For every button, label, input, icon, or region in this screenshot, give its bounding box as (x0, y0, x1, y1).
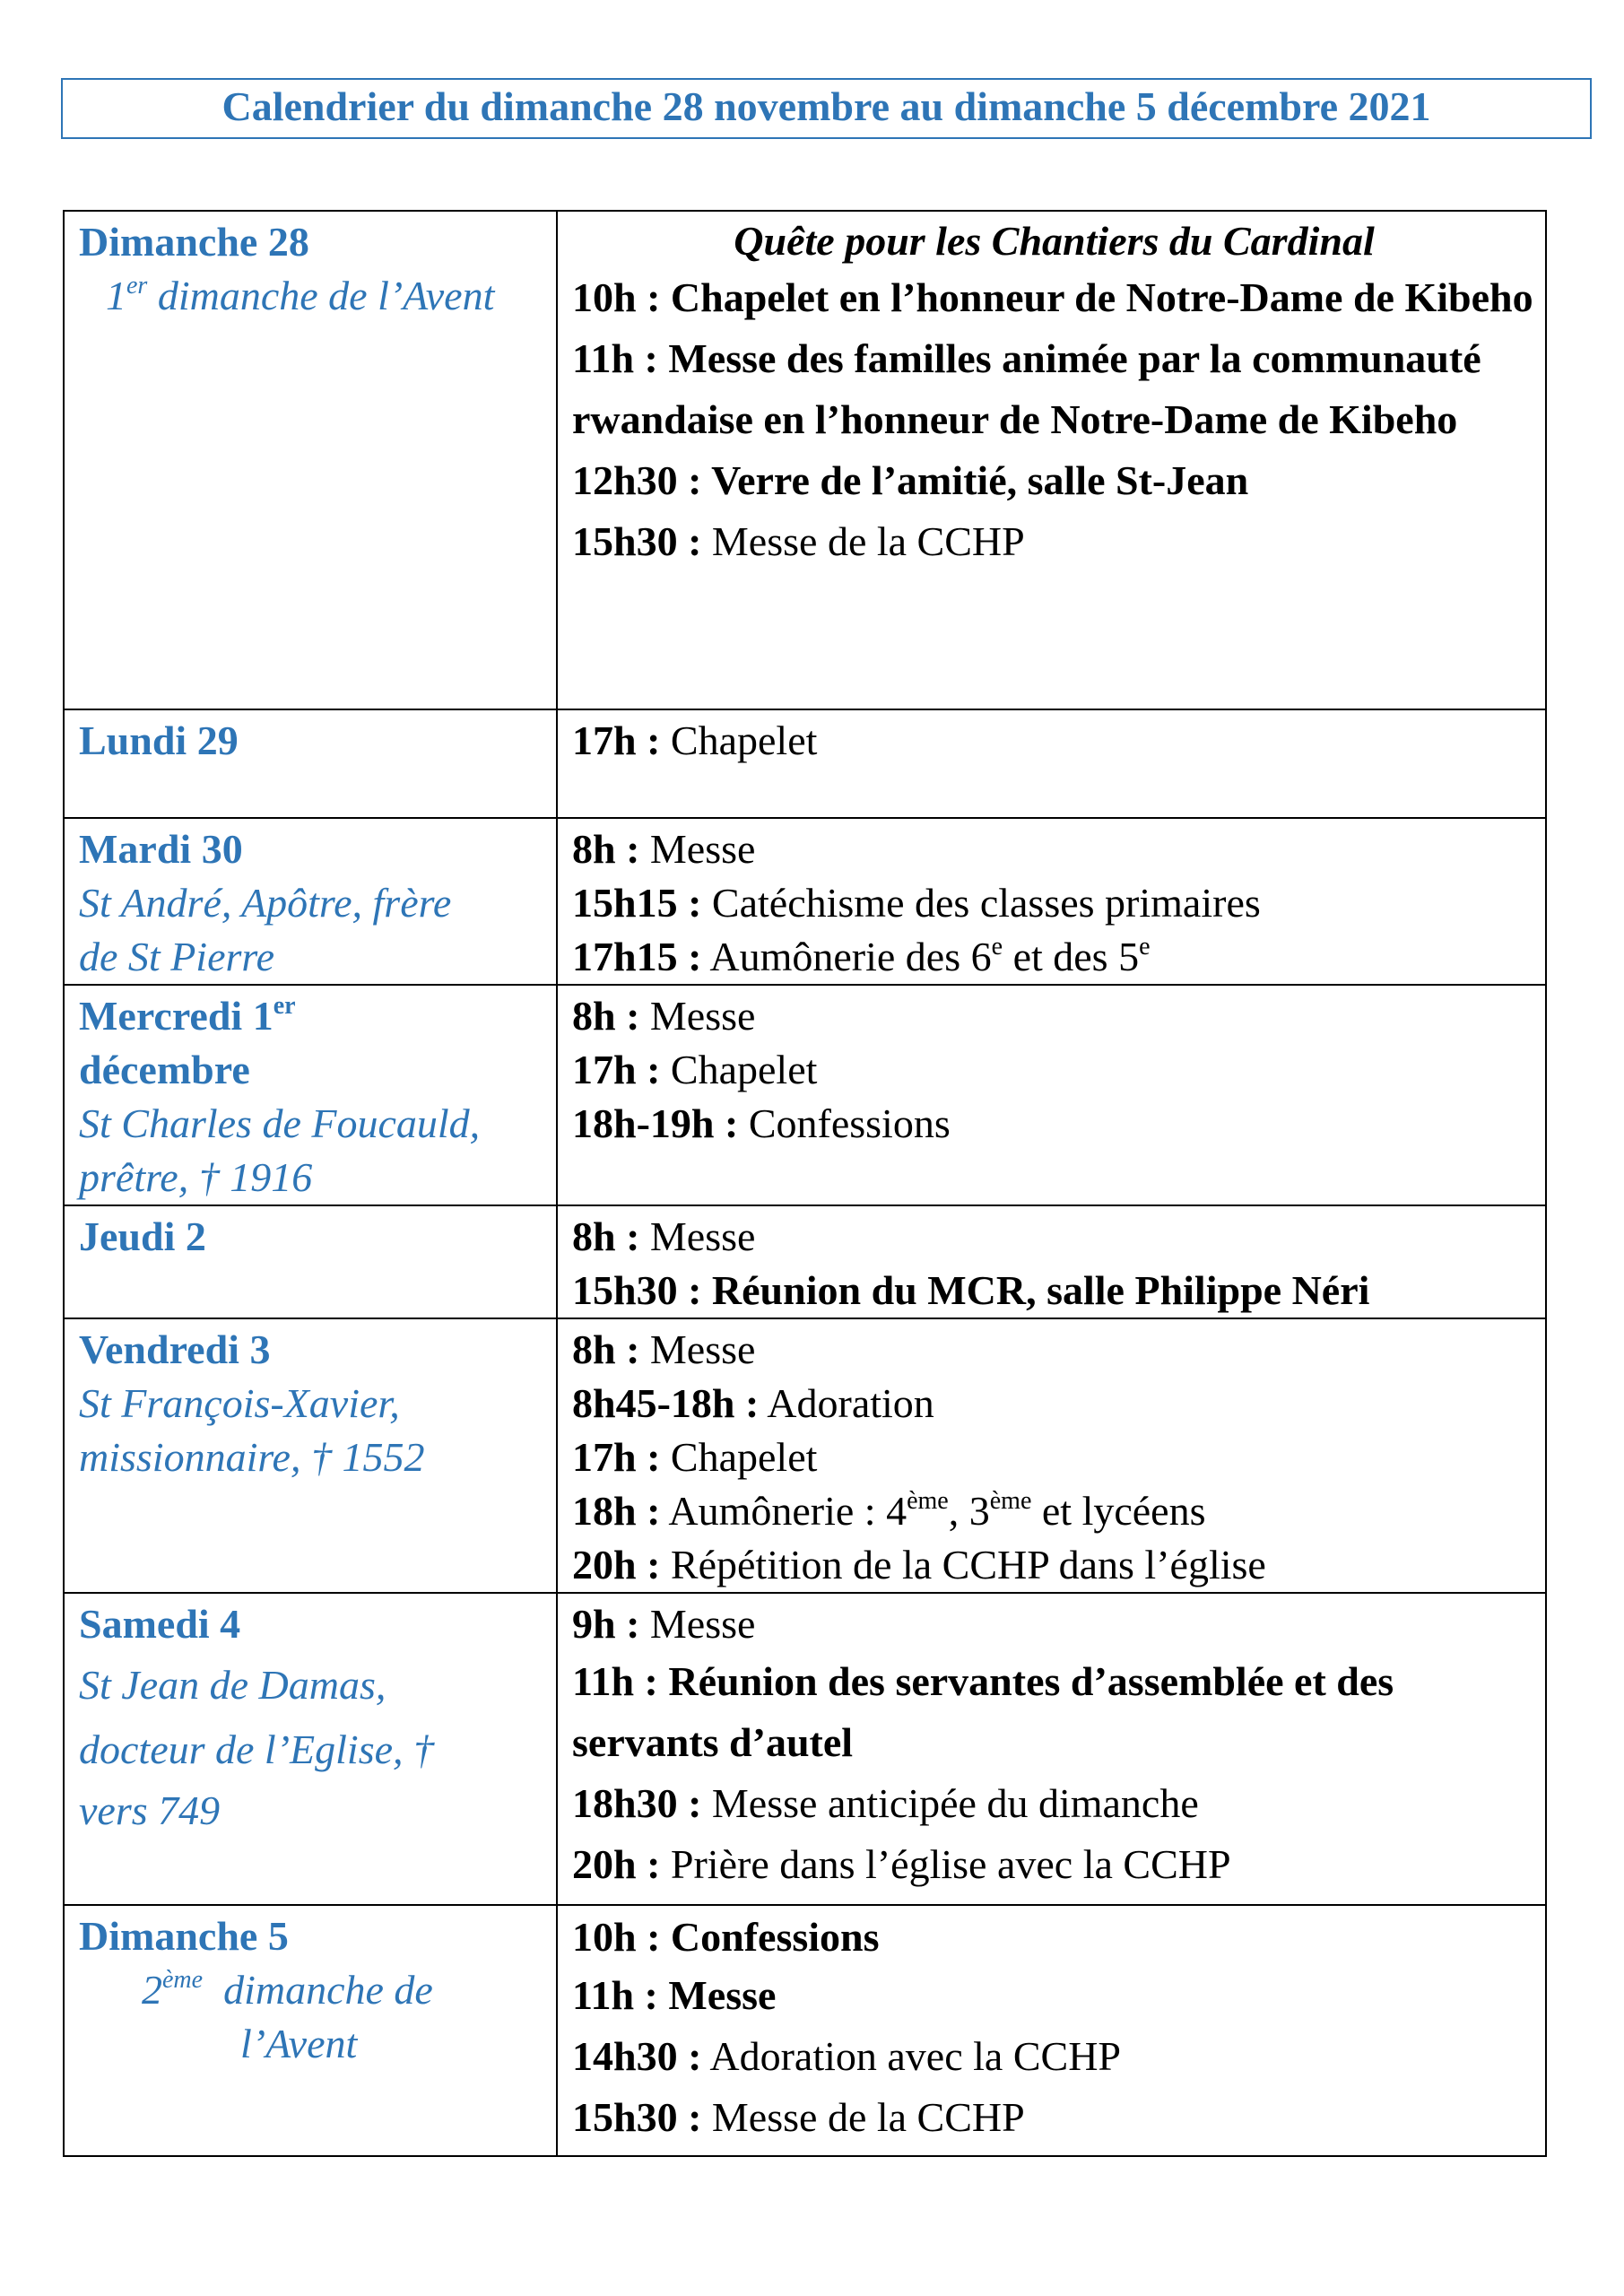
event-line: 18h-19h : Confessions (572, 1100, 951, 1146)
table-row (64, 1905, 1546, 2156)
feast-label: docteur de l’Eglise, † (79, 1726, 435, 1772)
events-cell (557, 709, 1546, 818)
day-name-line2: décembre (79, 1047, 250, 1092)
day-cell (64, 211, 557, 709)
event-line: 17h15 : Aumônerie des 6e et des 5e (572, 933, 1151, 979)
feast-label: St Jean de Damas, (79, 1662, 386, 1708)
table-row (64, 211, 1546, 709)
feast-label: 1er dimanche de l’Avent (106, 272, 495, 318)
table-row (64, 1318, 1546, 1593)
event-line: 12h30 : Verre de l’amitié, salle St-Jean (572, 457, 1249, 503)
event-line: 17h : Chapelet (572, 1047, 818, 1092)
events-cell (557, 1593, 1546, 1905)
events-cell (557, 1905, 1546, 2156)
events-cell (557, 818, 1546, 985)
feast-label: prêtre, † 1916 (79, 1154, 313, 1200)
day-cell (64, 1205, 557, 1318)
event-line: 8h : Messe (572, 1326, 756, 1372)
feast-label: St Charles de Foucauld, (79, 1100, 481, 1146)
feast-label: vers 749 (79, 1787, 221, 1833)
day-cell (64, 818, 557, 985)
feast-label: l’Avent (240, 2021, 358, 2066)
events-cell (557, 985, 1546, 1205)
event-line: 15h30 : Messe de la CCHP (572, 518, 1025, 564)
day-name: Mercredi 1er (79, 992, 296, 1039)
day-name: Lundi 29 (79, 718, 239, 763)
event-line: 11h : Messe des familles animée par la communauté rwandaise en l’honneur de Notre-Dame de Kibeho (572, 335, 1481, 442)
events-cell (557, 211, 1546, 709)
table-row (64, 1205, 1546, 1318)
day-cell (64, 985, 557, 1205)
event-line: 8h45-18h : Adoration (572, 1380, 934, 1426)
event-line: 15h30 : Messe de la CCHP (572, 2094, 1025, 2140)
table-row (64, 709, 1546, 818)
event-line: 10h : Chapelet en l’honneur de Notre-Dame de Kibeho (572, 274, 1533, 320)
table-row (64, 985, 1546, 1205)
day-name: Dimanche 28 (79, 219, 309, 265)
day-name: Mardi 30 (79, 826, 243, 872)
day-cell (64, 1905, 557, 2156)
feast-label: de St Pierre (79, 934, 275, 979)
event-line: 8h : Messe (572, 1213, 756, 1259)
day-name: Vendredi 3 (79, 1326, 271, 1372)
event-line: 20h : Prière dans l’église avec la CCHP (572, 1841, 1231, 1887)
events-cell (557, 1205, 1546, 1318)
feast-label: St André, Apôtre, frère (79, 880, 452, 926)
day-name: Samedi 4 (79, 1601, 241, 1647)
event-line: 18h30 : Messe anticipée du dimanche (572, 1780, 1199, 1826)
event-line: 20h : Répétition de la CCHP dans l’église (572, 1542, 1266, 1587)
feast-label: missionnaire, † 1552 (79, 1434, 425, 1480)
event-line: 14h30 : Adoration avec la CCHP (572, 2033, 1121, 2079)
schedule-table (63, 210, 1547, 2157)
day-cell (64, 1318, 557, 1593)
collection-note: Quête pour les Chantiers du Cardinal (734, 218, 1375, 264)
event-line: 9h : Messe (572, 1601, 756, 1647)
event-line: 15h15 : Catéchisme des classes primaires (572, 880, 1261, 926)
day-cell (64, 1593, 557, 1905)
feast-label: St François-Xavier, (79, 1380, 400, 1426)
calendar-title: Calendrier du dimanche 28 novembre au dimanche 5 décembre 2021 (61, 78, 1592, 139)
table-row (64, 1593, 1546, 1905)
day-name: Jeudi 2 (79, 1213, 206, 1259)
table-row (64, 818, 1546, 985)
day-name: Dimanche 5 (79, 1913, 289, 1959)
event-line: 8h : Messe (572, 826, 756, 872)
event-line: 10h : Confessions (572, 1914, 880, 1960)
event-line: 8h : Messe (572, 993, 756, 1039)
event-line: 15h30 : Réunion du MCR, salle Philippe Néri (572, 1267, 1370, 1313)
day-cell (64, 709, 557, 818)
events-cell (557, 1318, 1546, 1593)
event-line: 11h : Messe (572, 1972, 777, 2018)
event-line: 11h : Réunion des servantes d’assemblée et des servants d’autel (572, 1658, 1394, 1765)
event-line: 18h : Aumônerie : 4ème, 3ème et lycéens (572, 1487, 1206, 1534)
event-line: 17h : Chapelet (572, 718, 818, 763)
feast-label: 2ème dimanche de (142, 1966, 433, 2013)
event-line: 17h : Chapelet (572, 1434, 818, 1480)
